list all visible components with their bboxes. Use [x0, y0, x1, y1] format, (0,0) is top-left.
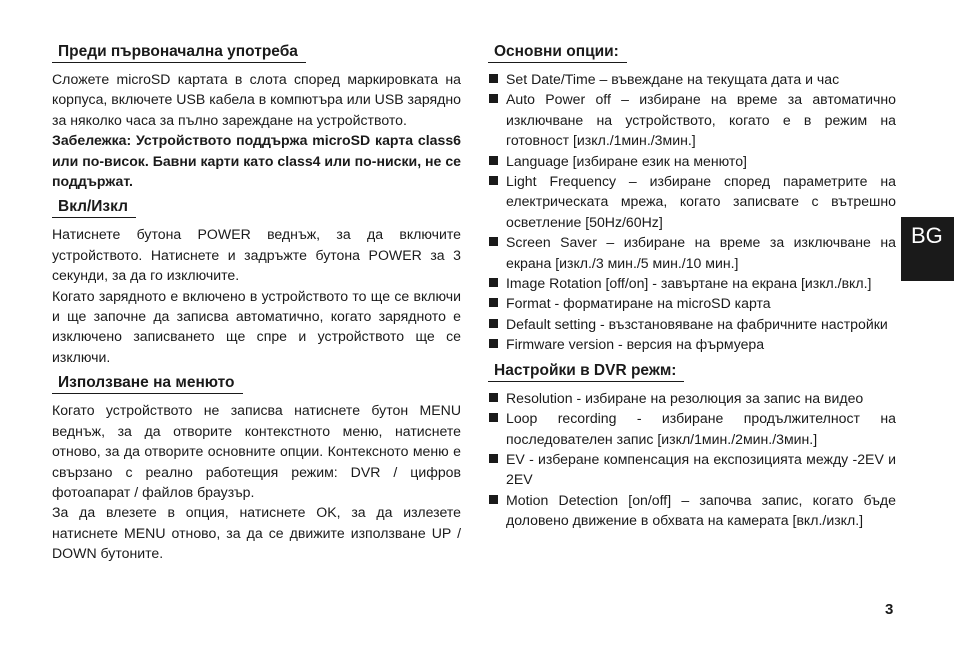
section-heading-basic-options: Основни опции: — [488, 42, 627, 63]
left-column — [52, 42, 461, 564]
square-bullet-icon — [489, 413, 498, 422]
square-bullet-icon — [489, 278, 498, 287]
section-heading-first-use: Преди първоначална употреба — [52, 42, 306, 63]
section-heading-power: Вкл/Изкл — [52, 197, 136, 218]
page-number: 3 — [885, 601, 894, 618]
paragraph: Когато зарядното е включено в устройството то ще се включи и ще започне да записва автоматично, когато зарядното е изключено записването ще спре и устройството ще се изключи. — [52, 287, 461, 365]
paragraph: Натиснете бутона POWER веднъж, за да включите устройството. Натиснете и задръжте бутона POWER за 3 секунди, за да го изключите. — [52, 226, 461, 284]
list-item: Firmware version - версия на фърмуера — [488, 334, 896, 354]
list-item: Default setting - възстановяване на фабричните настройки — [488, 314, 896, 334]
square-bullet-icon — [489, 339, 498, 348]
list-item: Set Date/Time – въвеждане на текущата дата и час — [488, 69, 896, 89]
list-item: Screen Saver – избиране на време за изключване на екрана [изкл./3 мин./5 мин./10 мин.] — [488, 232, 896, 273]
list-item: Motion Detection [on/off] – започва запис, когато бъде доловено движение в обхвата на камерата [вкл./изкл.] — [488, 490, 896, 531]
square-bullet-icon — [489, 319, 498, 328]
square-bullet-icon — [489, 237, 498, 246]
section-heading-menu: Използване на менюто — [52, 373, 243, 394]
square-bullet-icon — [489, 74, 498, 83]
list-item: Resolution - избиране на резолюция за запис на видео — [488, 388, 896, 408]
list-item: Image Rotation [off/on] - завъртане на екрана [изкл./вкл.] — [488, 273, 896, 293]
right-column — [488, 42, 896, 531]
square-bullet-icon — [489, 393, 498, 402]
dvr-settings-list — [488, 388, 896, 531]
square-bullet-icon — [489, 176, 498, 185]
list-item: EV - изберане компенсация на експозицията между -2EV и 2EV — [488, 449, 896, 490]
square-bullet-icon — [489, 298, 498, 307]
list-item: Loop recording - избиране продължителност на последователен запис [изкл/1мин./2мин./3мин.] — [488, 408, 896, 449]
list-item: Format - форматиране на microSD карта — [488, 293, 896, 313]
note-paragraph: Забележка: Устройството поддържа microSD карта class6 или по-висок. Бавни карти като class4 или по-ниски, не се поддържат. — [52, 132, 461, 190]
paragraph: Сложете microSD картата в слота според маркировката на корпуса, включете USB кабела в компютъра или USB зарядно за няколко часа за пълно зареждане на устройството. — [52, 71, 462, 128]
list-item: Auto Power off – избиране на време за автоматично изключване на устройството, когато е в режим на готовност [изкл./1мин./3мин.] — [488, 89, 896, 150]
paragraph: За да влезете в опция, натиснете OK, за да излезете натиснете MENU отново, за да се движите използване UP / DOWN бутоните. — [52, 504, 461, 562]
square-bullet-icon — [489, 156, 498, 165]
language-tab-bg: BG — [901, 217, 954, 281]
square-bullet-icon — [489, 495, 498, 504]
list-item: Language [избиране език на менюто] — [488, 151, 896, 171]
section-heading-dvr-settings: Настройки в DVR режм: — [488, 361, 684, 382]
square-bullet-icon — [489, 454, 498, 463]
list-item: Light Frequency – избиране според параметрите на електрическата мрежа, когато записвате с вътрешно осветление [50Hz/60Hz] — [488, 171, 896, 232]
paragraph: Когато устройството не записва натиснете бутон MENU веднъж, за да отворите контекстното меню, натиснете отново, за да отворите основните опции. Контексното меню е свързано с реално работещия режим: DVR / цифров фотоапарат / файлов браузър. — [52, 402, 461, 500]
square-bullet-icon — [489, 94, 498, 103]
basic-options-list — [488, 69, 896, 355]
